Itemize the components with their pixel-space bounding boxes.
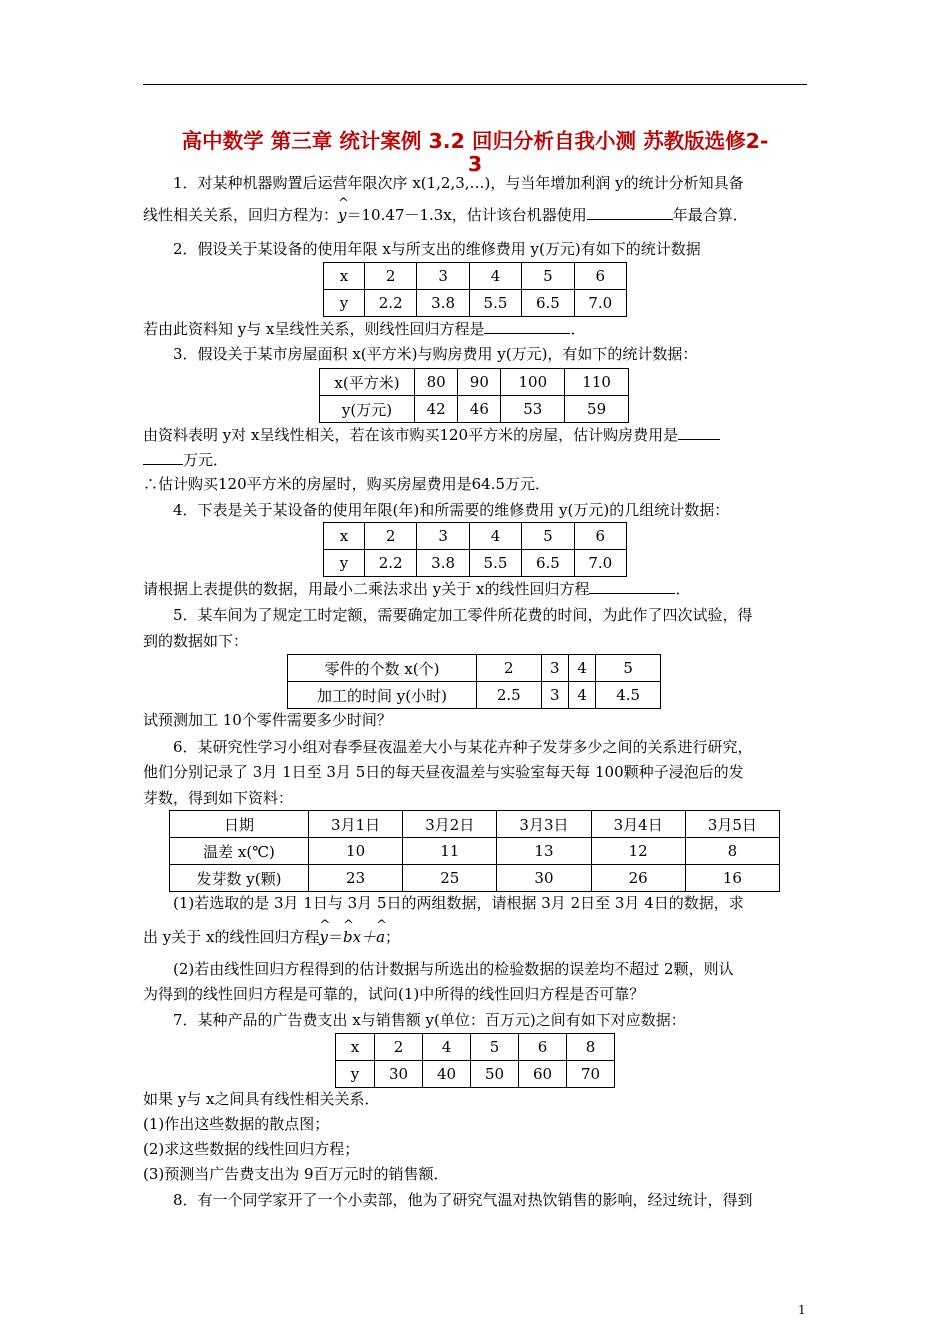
q7-line4: (2)求这些数据的线性回归方程； (143, 1140, 360, 1158)
table-cell: 4 (568, 682, 595, 709)
table-row (170, 811, 780, 838)
table-row (336, 1061, 615, 1088)
table-row (320, 396, 629, 423)
table-cell: 加工的时间 y(小时) (288, 682, 477, 709)
table-cell: 5.5 (469, 550, 521, 577)
q4-table (323, 522, 627, 577)
table-cell: 4 (469, 263, 521, 290)
table-cell: 6.5 (522, 550, 574, 577)
q6-part1-line2: 出 y关于 x的线性回归方程^ y＝^ bx＋^ a； (143, 927, 400, 947)
table-row (288, 682, 661, 709)
q7-line3: (1)作出这些数据的散点图； (143, 1115, 330, 1133)
table-cell: x (336, 1034, 375, 1061)
q7-line1: 7．某种产品的广告费支出 x与销售额 y(单位：百万元)之间有如下对应数据： (173, 1011, 686, 1029)
page-title: 高中数学 第三章 统计案例 3.2 回归分析自我小测 苏教版选修2- (181, 129, 769, 153)
table-cell: 6 (574, 263, 626, 290)
q1-line2: 线性相关关系，回归方程为：^ y＝10.47－1.3x，估计该台机器使用 年最合算． (143, 205, 748, 225)
q8-line1: 8．有一个同学家开了一个小卖部，他为了研究气温对热饮销售的影响，经过统计，得到 (173, 1191, 753, 1209)
table-cell: 日期 (170, 811, 309, 838)
table-cell: 3月1日 (309, 811, 403, 838)
table-cell: 2 (365, 263, 417, 290)
page-title-cont: 3 (467, 152, 483, 176)
table-cell: 26 (591, 865, 685, 892)
table-row (320, 369, 629, 396)
table-cell: 3 (541, 682, 568, 709)
table-cell: 46 (458, 396, 501, 423)
table-cell: x (324, 263, 365, 290)
table-row (324, 523, 627, 550)
table-cell: 7.0 (574, 290, 626, 317)
table-cell: 3月3日 (497, 811, 591, 838)
answer-blank (143, 450, 183, 465)
table-cell: 42 (415, 396, 458, 423)
table-cell: 2 (477, 655, 542, 682)
table-row (324, 263, 627, 290)
table-cell: 零件的个数 x(个) (288, 655, 477, 682)
table-cell: 13 (497, 838, 591, 865)
table-cell: 4 (469, 523, 521, 550)
table-cell: 3.8 (417, 550, 469, 577)
table-cell: 2.5 (477, 682, 542, 709)
a-hat: ^ a (376, 927, 385, 947)
table-cell: 80 (415, 369, 458, 396)
table-cell: 6 (574, 523, 626, 550)
table-cell: 10 (309, 838, 403, 865)
q3-line4: ∴估计购买120平方米的房屋时，购买房屋费用是64.5万元． (143, 475, 551, 493)
table-cell: 5 (522, 523, 574, 550)
y-hat: ^ y (319, 927, 327, 947)
table-cell: x (324, 523, 365, 550)
table-cell: 50 (471, 1061, 519, 1088)
answer-blank (678, 425, 720, 440)
page-number: 1 (798, 1303, 806, 1317)
table-cell: 25 (403, 865, 497, 892)
table-cell: 8 (685, 838, 779, 865)
table-row (170, 865, 780, 892)
table-row (324, 550, 627, 577)
table-cell: y (336, 1061, 375, 1088)
table-cell: 12 (591, 838, 685, 865)
table-cell: 70 (567, 1061, 615, 1088)
q7-line5: (3)预测当广告费支出为 9百万元时的销售额． (143, 1165, 449, 1183)
table-cell: 2 (365, 523, 417, 550)
b-hat: ^ b (343, 927, 353, 947)
table-cell: 5 (596, 655, 661, 682)
table-cell: 发芽数 y(颗) (170, 865, 309, 892)
q5-line3: 试预测加工 10个零件需要多少时间？ (143, 711, 392, 729)
table-cell: 11 (403, 838, 497, 865)
table-cell: 5 (471, 1034, 519, 1061)
table-cell: 90 (458, 369, 501, 396)
table-cell: 7.0 (574, 550, 626, 577)
table-cell: 2.2 (365, 290, 417, 317)
table-cell: 8 (567, 1034, 615, 1061)
table-cell: 60 (519, 1061, 567, 1088)
table-cell: 2.2 (365, 550, 417, 577)
table-cell: 59 (565, 396, 629, 423)
q6-line1: 6．某研究性学习小组对春季昼夜温差大小与某花卉种子发芽多少之间的关系进行研究， (173, 738, 753, 756)
q6-table (169, 810, 780, 892)
q3-line2: 由资料表明 y对 x呈线性相关，若在该市购买120平方米的房屋，估计购房费用是 (143, 425, 720, 445)
table-cell: 温差 x(℃) (170, 838, 309, 865)
q3-line3: 万元． (143, 450, 228, 470)
q5-table (287, 654, 661, 709)
q4-line1: 4．下表是关于某设备的使用年限(年)和所需要的维修费用 y(万元)的几组统计数据： (173, 501, 730, 519)
q6-part2-line2: 为得到的线性回归方程是可靠的，试问(1)中所得的线性回归方程是否可靠？ (143, 985, 645, 1003)
q7-table (335, 1033, 615, 1088)
q5-line1: 5．某车间为了规定工时定额，需要确定加工零件所花费的时间，为此作了四次试验，得 (173, 606, 753, 624)
answer-blank (589, 579, 675, 594)
table-cell: 3月4日 (591, 811, 685, 838)
table-cell: x(平方米) (320, 369, 415, 396)
table-cell: 3 (417, 263, 469, 290)
q3-line1: 3．假设关于某市房屋面积 x(平方米)与购房费用 y(万元)，有如下的统计数据： (173, 345, 698, 363)
table-cell: 30 (497, 865, 591, 892)
q7-line2: 如果 y与 x之间具有线性相关关系． (143, 1090, 380, 1108)
table-cell: 3月5日 (685, 811, 779, 838)
y-hat: ^ y (338, 205, 346, 225)
table-cell: 110 (565, 369, 629, 396)
table-cell: 4 (568, 655, 595, 682)
q4-line2: 请根据上表提供的数据，用最小二乘法求出 y关于 x的线性回归方程 ． (143, 580, 691, 598)
header-rule (143, 84, 807, 85)
table-cell: 16 (685, 865, 779, 892)
table-cell: 40 (423, 1061, 471, 1088)
q5-line2: 到的数据如下： (143, 632, 249, 650)
table-cell: 30 (375, 1061, 423, 1088)
table-cell: 23 (309, 865, 403, 892)
table-cell: 100 (501, 369, 565, 396)
q6-part1-line1: (1)若选取的是 3月 1日与 3月 5日的两组数据，请根据 3月 2日至 3月 4日的数据，求 (173, 894, 744, 912)
table-cell: y (324, 290, 365, 317)
q2-table (323, 262, 627, 317)
q6-line2: 他们分别记录了 3月 1日至 3月 5日的每天昼夜温差与实验室每天每 100颗种子浸泡后的发 (143, 763, 744, 781)
table-cell: 3 (417, 523, 469, 550)
table-row (170, 838, 780, 865)
q6-line3: 芽数，得到如下资料： (143, 789, 294, 807)
table-row (288, 655, 661, 682)
table-cell: 4.5 (596, 682, 661, 709)
table-row (324, 290, 627, 317)
q1-line1: 1．对某种机器购置后运营年限次序 x(1,2,3,…)，与当年增加利润 y的统计分析知具备 (173, 174, 744, 192)
q2-line2: 若由此资料知 y与 x呈线性关系，则线性回归方程是 ． (143, 320, 586, 338)
q3-table (319, 368, 629, 423)
table-cell: y (324, 550, 365, 577)
q2-line1: 2．假设关于某设备的使用年限 x与所支出的维修费用 y(万元)有如下的统计数据 (173, 240, 701, 258)
table-cell: 6 (519, 1034, 567, 1061)
q6-part2-line1: (2)若由线性回归方程得到的估计数据与所选出的检验数据的误差均不超过 2颗，则认 (173, 960, 734, 978)
table-cell: 5.5 (469, 290, 521, 317)
table-cell: y(万元) (320, 396, 415, 423)
table-cell: 6.5 (522, 290, 574, 317)
table-cell: 3 (541, 655, 568, 682)
table-cell: 3.8 (417, 290, 469, 317)
table-row (336, 1034, 615, 1061)
answer-blank (484, 319, 570, 334)
table-cell: 2 (375, 1034, 423, 1061)
table-cell: 5 (522, 263, 574, 290)
table-cell: 4 (423, 1034, 471, 1061)
table-cell: 53 (501, 396, 565, 423)
table-cell: 3月2日 (403, 811, 497, 838)
answer-blank (587, 205, 673, 220)
